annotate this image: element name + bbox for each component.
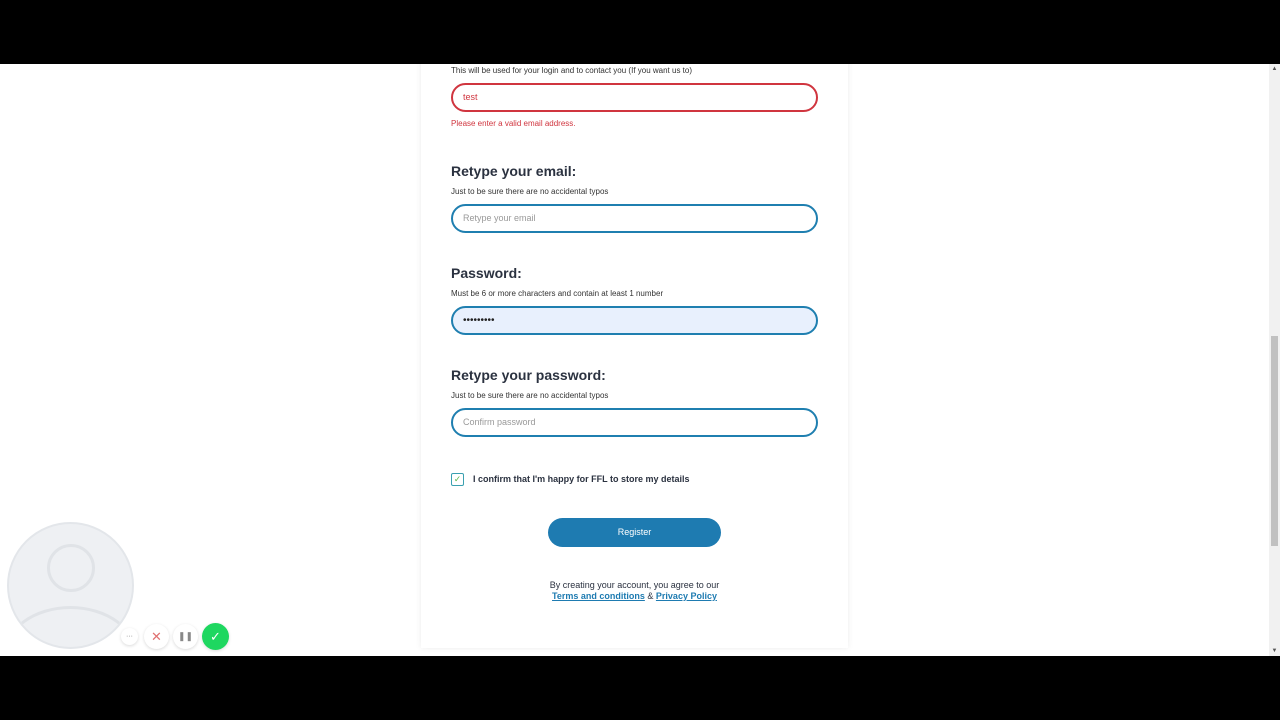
page-viewport [0,64,1280,656]
scrollbar-thumb[interactable] [1271,336,1278,546]
terms-text: By creating your account, you agree to our [549,580,720,590]
retype-email-label: Retype your email: [451,163,577,179]
email-error: Please enter a valid email address. [451,119,576,128]
email-hint: This will be used for your login and to contact you (If you want us to) [451,66,693,75]
consent-label: I confirm that I'm happy for FFL to store my details [473,474,690,484]
finish-recording-button[interactable]: ✓ [202,623,229,650]
privacy-link[interactable]: Privacy Policy [655,591,717,601]
webcam-avatar-icon [7,522,134,649]
consent-checkbox[interactable]: ✓ [451,473,464,486]
password-input[interactable]: ••••••••• [451,306,818,335]
cancel-recording-button[interactable]: ✕ [144,624,169,649]
terms-links [421,591,848,601]
retype-password-input[interactable]: Confirm password [451,408,818,437]
retype-email-hint: Just to be sure there are no accidental typos [451,187,609,196]
registration-form [421,64,848,648]
retype-password-label: Retype your password: [451,367,606,383]
email-input[interactable]: test [451,83,818,112]
password-label: Password: [451,265,522,281]
register-button[interactable]: Register [548,518,721,547]
ampersand: & [647,591,654,601]
password-hint: Must be 6 or more characters and contain at least 1 number [451,289,664,298]
scroll-down-icon[interactable]: ▼ [1271,648,1278,654]
scrollbar[interactable] [1269,64,1280,656]
retype-password-hint: Just to be sure there are no accidental typos [451,391,609,400]
terms-link[interactable]: Terms and conditions [552,591,645,601]
scroll-up-icon[interactable]: ▲ [1271,66,1278,72]
retype-email-input[interactable]: Retype your email [451,204,818,233]
pause-recording-button[interactable]: ❚❚ [173,624,198,649]
more-button[interactable]: ··· [121,628,138,645]
